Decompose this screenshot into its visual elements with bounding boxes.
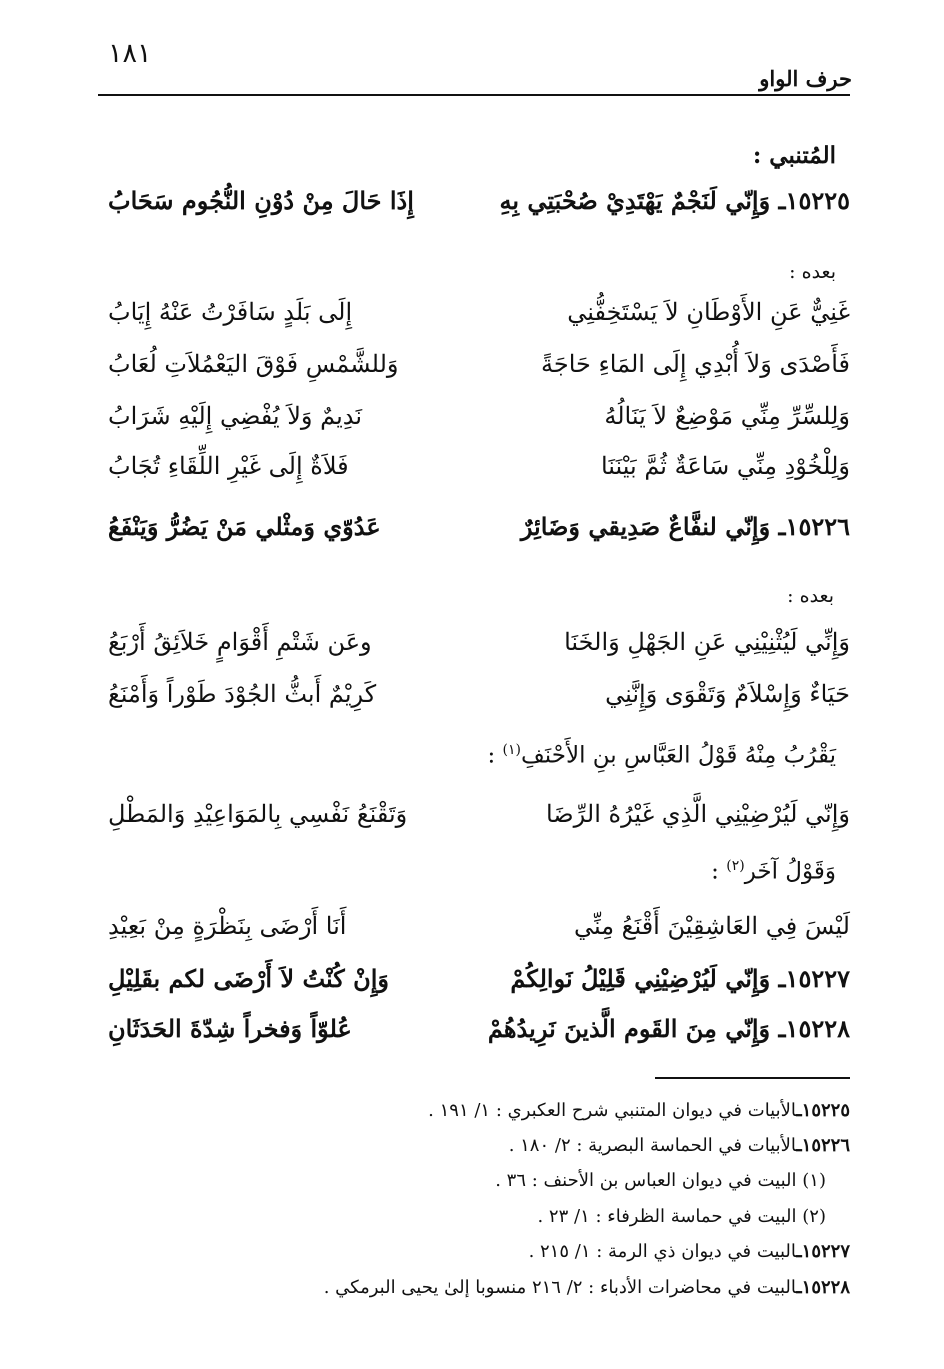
footnote-number: ١٥٢٢٥ـ bbox=[796, 1100, 850, 1121]
verse-line bbox=[108, 628, 850, 676]
hemistich-2: عَدُوّي وَمثْلي مَنْ يَضُرُّ وَيَنْفَعُ bbox=[108, 512, 381, 541]
footnote bbox=[428, 1100, 850, 1121]
attribution-colon: : bbox=[711, 858, 727, 885]
hemistich-1: حَيَاءٌ وَإِسْلاَمٌ وَتَقْوَى وَإِنَّنِي bbox=[605, 680, 850, 708]
entry-15228 bbox=[108, 1014, 850, 1062]
hemistich-1: وَإِنّي لَيُرْضِيْنِي الَّذِي غَيْرُهُ الرِّضَا bbox=[545, 800, 850, 828]
hemistich-1: لَيْسَ فِي العَاشِقِيْنَ أَقْنَعُ مِنِّي bbox=[573, 912, 850, 940]
hemistich-1: وَلِلْخُوْدِ مِنِّي سَاعَةٌ ثُمَّ بَيْنَنَا bbox=[600, 452, 850, 480]
footnote-text: الأبيات في ديوان المتنبي شرح العكبري : ١/ ١٩١ . bbox=[428, 1100, 797, 1121]
hemistich-1: غَنِيٌّ عَنِ الأَوْطَانِ لاَ يَسْتَخِفُّنِي bbox=[567, 298, 850, 326]
hemistich-2: كَرِيْمٌ أَبثُّ الجُوْدَ طَوْراً وَأَمْنَعُ bbox=[108, 680, 377, 708]
after-label: بعده : bbox=[789, 261, 836, 283]
footnote-marker: (٢) bbox=[726, 858, 745, 874]
verse-line bbox=[108, 452, 850, 500]
hemistich-1-text: وَإِنّي لَنَجْمٌ يَهْتَدِيْ صُحْبَتِي بِهِ bbox=[499, 186, 771, 215]
verse-line bbox=[108, 800, 850, 848]
footnote bbox=[324, 1277, 850, 1298]
hemistich-1-text: وَإِنّي لنفَّاعٌ صَدِيقي وَضَائِرٌ bbox=[520, 512, 771, 541]
footnote-number: ١٥٢٢٦ـ bbox=[796, 1135, 850, 1156]
hemistich-2: وَتَقْنَعُ نَفْسِي بِالمَوَاعِيْدِ وَالمَطْلِ bbox=[108, 800, 408, 828]
attribution-line bbox=[711, 858, 836, 885]
footnote bbox=[537, 1206, 826, 1227]
entry-number: ١٥٢٢٧ـ bbox=[778, 964, 850, 993]
footnote-number: (١) bbox=[802, 1170, 826, 1191]
attribution-text: يَقْرُبُ مِنْهُ قَوْلُ العَبَّاسِ بنِ الأَحْنَفِ bbox=[520, 742, 836, 769]
footnote bbox=[529, 1241, 850, 1262]
header-rule bbox=[98, 94, 850, 96]
footnote-number: ١٥٢٢٨ـ bbox=[796, 1277, 850, 1298]
hemistich-1-text: وَإِنّي مِنَ القَوم الَّذينَ نَرِيدُهُمْ bbox=[487, 1014, 771, 1043]
entry-number: ١٥٢٢٥ـ bbox=[778, 186, 850, 215]
hemistich-2: فَلاَةٌ إِلَى غَيْرِ اللِّقَاءِ تُجَابُ bbox=[108, 452, 349, 480]
attribution-line bbox=[487, 742, 836, 769]
entry-15225 bbox=[108, 186, 850, 234]
hemistich-1 bbox=[500, 186, 851, 215]
verse-line bbox=[108, 350, 850, 398]
hemistich-2: إِلَى بَلَدٍ سَافَرْتُ عَنْهُ إِيَابُ bbox=[108, 298, 353, 326]
hemistich-2: عُلوّاً وَفخراً شِدّةَ الحَدَثَانِ bbox=[108, 1014, 352, 1043]
footnote bbox=[509, 1135, 850, 1156]
footnote-marker: (١) bbox=[502, 742, 521, 758]
hemistich-1: فَأَصْدَى وَلاَ أُبْدِي إِلَى المَاءِ حَاجَةً bbox=[541, 350, 850, 378]
hemistich-2: وَإِنْ كُنْتُ لاَ أَرْضَى لكم بقَلِيْلِ bbox=[108, 964, 389, 993]
hemistich-2: وعَن شَتْمِ أَقْوَامٍ خَلاَئِقُ أَرْبَعُ bbox=[108, 628, 372, 656]
hemistich-2: وَللشَّمْسِ فَوْقَ اليَعْمُلاَتِ لُعَابُ bbox=[108, 350, 399, 378]
hemistich-1: وَلِلسِّرِّ مِنِّي مَوْضِعٌ لاَ يَنَالُهُ bbox=[604, 402, 850, 430]
footnote-text: البيت في محاضرات الأدباء : ٢/ ٢١٦ منسوبا إلىٰ يحيى البرمكي . bbox=[323, 1277, 797, 1298]
hemistich-1 bbox=[521, 512, 850, 541]
after-label: بعده : bbox=[787, 585, 834, 607]
hemistich-2: إِذَا حَالَ مِنْ دُوْنِ النُّجُوم سَحَابُ bbox=[108, 186, 414, 215]
hemistich-2: نَدِيمٌ وَلاَ يُفْضِي إِلَيْهِ شَرَابُ bbox=[108, 402, 363, 430]
page-number: ١٨١ bbox=[108, 38, 152, 69]
verse-line bbox=[108, 298, 850, 346]
footnote-text: البيت في ديوان العباس بن الأحنف : ٣٦ . bbox=[495, 1170, 797, 1191]
entry-15226 bbox=[108, 512, 850, 560]
hemistich-1 bbox=[488, 1014, 850, 1043]
verse-line bbox=[108, 402, 850, 450]
footnote-number: ١٥٢٢٧ـ bbox=[796, 1241, 850, 1262]
footnote bbox=[495, 1170, 826, 1191]
hemistich-2: أَنَا أَرْضَى بِنَظْرَةٍ مِنْ بَعِيْدِ bbox=[108, 912, 347, 940]
attribution-colon: : bbox=[487, 742, 503, 769]
entry-number: ١٥٢٢٨ـ bbox=[778, 1014, 850, 1043]
footnote-text: البيت في ديوان ذي الرمة : ١/ ٢١٥ . bbox=[528, 1241, 797, 1262]
running-head: حرف الواو bbox=[759, 66, 852, 91]
hemistich-1-text: وَإِنّي لَيُرْضِيْنِي قَلِيْلُ نَوالِكُمْ bbox=[510, 964, 771, 993]
poet-label: المُتنبي : bbox=[752, 142, 836, 169]
hemistich-1: وَإِنِّي لَيُثْنِيْنِي عَنِ الجَهْلِ وَالخَنَا bbox=[564, 628, 850, 656]
attribution-text: وَقَوْلُ آخَر bbox=[744, 858, 836, 885]
entry-number: ١٥٢٢٦ـ bbox=[778, 512, 850, 541]
entry-15227 bbox=[108, 964, 850, 1012]
verse-line bbox=[108, 912, 850, 960]
footnote-rule bbox=[655, 1077, 850, 1079]
footnote-number: (٢) bbox=[802, 1206, 826, 1227]
hemistich-1 bbox=[510, 964, 850, 993]
footnote-text: البيت في حماسة الظرفاء : ١/ ٢٣ . bbox=[537, 1206, 797, 1227]
footnote-text: الأبيات في الحماسة البصرية : ٢/ ١٨٠ . bbox=[508, 1135, 797, 1156]
verse-line bbox=[108, 680, 850, 728]
